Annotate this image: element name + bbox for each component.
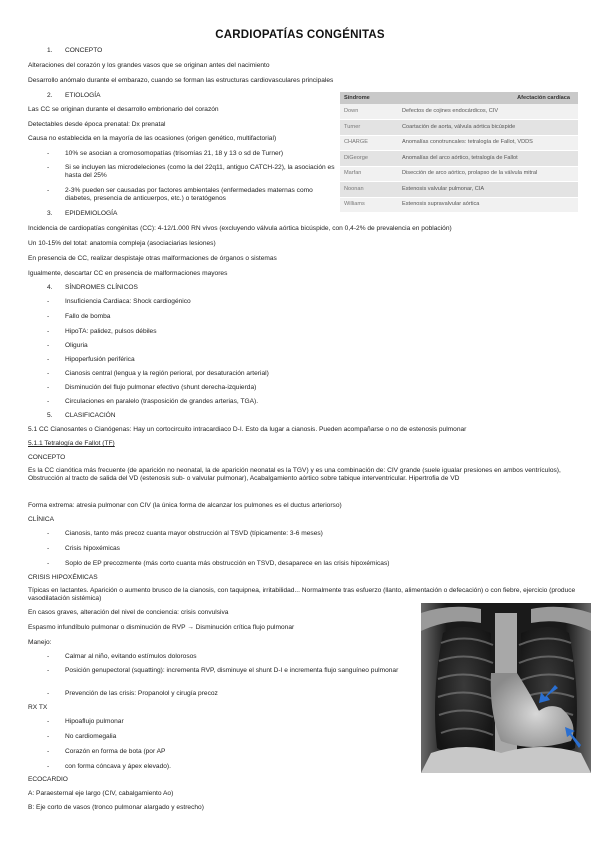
epidemiologia-line-3: En presencia de CC, realizar despistaje otras malformaciones de órganos o sistemas	[28, 255, 277, 262]
table-header-syndrome: Síndrome	[340, 92, 398, 104]
section-number: 2.	[47, 92, 53, 99]
manejo-item	[47, 667, 417, 675]
table-cell-cardiac: Anomalías conotruncales: tetralogía de Fallot, VDDS	[398, 135, 578, 151]
table-header-row	[340, 92, 578, 104]
bullet-text: Cianosis, tanto más precoz cuanta mayor obstrucción al TSVD (típicamente: 3-6 meses)	[65, 530, 323, 537]
rx-item	[47, 763, 171, 771]
clasificacion-line-1: 5.1 CC Cianosantes o Cianógenas: Hay un cortocircuito intracardiaco D-I. Esto da lugar a cianosis. Pueden acompañarse o no de estenosis pulmonar	[28, 426, 467, 433]
clinica-heading: CLÍNICA	[28, 516, 55, 523]
bullet-dash: -	[47, 690, 50, 697]
bullet-dash: -	[47, 718, 50, 725]
concept-line-1: Alteraciones del corazón y los grandes vasos que se originan antes del nacimiento	[28, 62, 270, 69]
page-title: CARDIOPATÍAS CONGÉNITAS	[215, 29, 385, 41]
table-row	[340, 151, 578, 167]
bullet-text: con forma cóncava y ápex elevado).	[65, 763, 171, 770]
sindromes-item	[47, 384, 256, 392]
bullet-dash: -	[47, 653, 50, 660]
bullet-dash: -	[47, 150, 50, 157]
bullet-dash: -	[47, 164, 50, 171]
rx-item	[47, 748, 165, 756]
clinica-item	[47, 560, 389, 568]
section-label: SÍNDROMES CLÍNICOS	[65, 284, 138, 291]
clinica-item	[47, 545, 120, 553]
bullet-dash: -	[47, 733, 50, 740]
table-row	[340, 197, 578, 213]
etiologia-bullet-2	[47, 164, 337, 180]
sindromes-item	[47, 313, 110, 321]
table-row	[340, 135, 578, 151]
bullet-text: Fallo de bomba	[65, 313, 111, 320]
etiologia-line-2: Detectables desde época prenatal: Dx prenatal	[28, 121, 166, 128]
bullet-text: Calmar al niño, evitando estímulos dolorosos	[65, 653, 197, 660]
table-cell-syndrome: Marfan	[340, 166, 398, 182]
bullet-dash: -	[47, 398, 50, 405]
sindromes-item	[47, 328, 157, 336]
bullet-dash: -	[47, 187, 50, 194]
bullet-dash: -	[47, 356, 50, 363]
table-header-cardiac: Afectación cardíaca	[398, 92, 578, 104]
rx-item	[47, 718, 124, 726]
crisis-paragraph: Típicas en lactantes. Aparición o aumento brusco de la cianosis, con taquipnea, irritabilidad... Normalmente tras esfuerzo (llanto, alimentación o defecación) o con fiebre, ejercicio (produce vasodilatación sistémica)	[28, 587, 576, 603]
section-label: ETIOLOGÍA	[65, 92, 101, 99]
sindromes-item	[47, 342, 88, 350]
table-cell-syndrome: Turner	[340, 120, 398, 136]
bullet-dash: -	[47, 328, 50, 335]
table-cell-syndrome: Noonan	[340, 182, 398, 198]
bullet-dash: -	[47, 370, 50, 377]
ecocardio-line-b: B: Eje corto de vasos (tronco pulmonar alargado y estrecho)	[28, 804, 204, 811]
table-cell-syndrome: CHARGE	[340, 135, 398, 151]
ecocardio-line-a: A: Paraesternal eje largo (CIV, cabalgamiento Ao)	[28, 790, 174, 797]
section-etiologia-heading	[47, 92, 101, 100]
bullet-dash: -	[47, 560, 50, 567]
bullet-dash: -	[47, 545, 50, 552]
epidemiologia-line-2: Un 10-15% del total: anatomía compleja (asociaciarias lesiones)	[28, 240, 216, 247]
bullet-text: Crisis hipoxémicas	[65, 545, 120, 552]
bullet-text: Soplo de EP precozmente (más corto cuanta más obstrucción en TSVD, desaparece en las crisis hipoxémicas)	[65, 560, 390, 567]
table-cell-syndrome: DiGeorge	[340, 151, 398, 167]
bullet-text: Insuficiencia Cardiaca: Shock cardiogénico	[65, 298, 191, 305]
table-cell-cardiac: Estenosis valvular pulmonar, CIA	[398, 182, 578, 198]
bullet-text: Prevención de las crisis: Propanolol y cirugía precoz	[65, 690, 218, 697]
section-number: 3.	[47, 210, 53, 217]
crisis-heading: CRISIS HIPOXÉMICAS	[28, 574, 98, 581]
sindromes-item	[47, 370, 269, 378]
xray-illustration	[421, 603, 591, 773]
bullet-text: 10% se asocian a cromosomopatías (trisomías 21, 18 y 13 o sd de Turner)	[65, 150, 284, 157]
bullet-text: Hipoaflujo pulmonar	[65, 718, 124, 725]
ecocardio-heading: ECOCARDIO	[28, 776, 68, 783]
rx-heading: RX TX	[28, 704, 48, 711]
chest-xray-image	[421, 603, 591, 773]
section-label: CONCEPTO	[65, 47, 103, 54]
bullet-text: Posición genupectoral (squatting): incrementa RVP, disminuye el shunt D-I e incrementa flujo sanguíneo pulmonar	[65, 667, 399, 674]
sindromes-item	[47, 356, 135, 364]
table-cell-cardiac: Anomalías del arco aórtico, tetralogía de Fallot	[398, 151, 578, 167]
bullet-text: Si se incluyen las microdeleciones (como la del 22q11, antiguo CATCH-22), la asociación es hasta del 25%	[65, 164, 335, 180]
section-label: EPIDEMIOLOGÍA	[65, 210, 118, 217]
manejo-heading: Manejo:	[28, 639, 52, 646]
bullet-text: Hipoperfusión periférica	[65, 356, 135, 363]
etiologia-bullet-1	[47, 150, 337, 158]
epidemiologia-line-4: Igualmente, descartar CC en presencia de malformaciones mayores	[28, 270, 228, 277]
table-cell-cardiac: Disección de arco aórtico, prolapso de la válvula mitral	[398, 166, 578, 182]
tetralogia-title: 5.1.1 Tetralogía de Fallot (TF)	[28, 440, 115, 447]
table-row	[340, 120, 578, 136]
table-cell-syndrome: Down	[340, 104, 398, 120]
manejo-item	[47, 690, 218, 698]
table-row	[340, 104, 578, 120]
section-clasificacion-heading	[47, 412, 116, 420]
bullet-dash: -	[47, 763, 50, 770]
table-cell-syndrome: Williams	[340, 197, 398, 213]
section-number: 4.	[47, 284, 53, 291]
tetralogia-extreme-form: Forma extrema: atresia pulmonar con CIV (la única forma de alcanzar los pulmones es el ductus arteriorso)	[28, 502, 342, 509]
bullet-text: Oliguria	[65, 342, 88, 349]
section-number: 1.	[47, 47, 53, 54]
table-row	[340, 182, 578, 198]
etiologia-bullet-3	[47, 187, 337, 203]
section-sindromes-heading	[47, 284, 138, 292]
etiologia-line-3: Causa no establecida en la mayoría de las ocasiones (origen genético, multifactorial)	[28, 135, 277, 142]
bullet-dash: -	[47, 342, 50, 349]
rx-item	[47, 733, 116, 741]
bullet-dash: -	[47, 384, 50, 391]
bullet-dash: -	[47, 313, 50, 320]
clinica-item	[47, 530, 323, 538]
crisis-line-2: En casos graves, alteración del nivel de conciencia: crisis convulsiva	[28, 609, 229, 616]
sindromes-item	[47, 298, 191, 306]
concept-line-2: Desarrollo anómalo durante el embarazo, cuando se forman las estructuras cardiovasculares principales	[28, 77, 334, 84]
concepto-heading: CONCEPTO	[28, 454, 66, 461]
syndrome-table	[340, 92, 578, 213]
bullet-text: Corazón en forma de bota (por AP	[65, 748, 166, 755]
section-epidemiologia-heading	[47, 210, 117, 218]
table-row	[340, 166, 578, 182]
table-cell-cardiac: Defectos de cojines endocárdicos, CIV	[398, 104, 578, 120]
bullet-text: Circulaciones en paralelo (trasposición de grandes arterias, TGA).	[65, 398, 259, 405]
section-label: CLASIFICACIÓN	[65, 412, 116, 419]
bullet-dash: -	[47, 298, 50, 305]
bullet-text: Disminución del flujo pulmonar efectivo (shunt derecha-izquierda)	[65, 384, 257, 391]
bullet-text: 2-3% pueden ser causadas por factores ambientales (enfermedades maternas como diabetes, presencia de anticuerpos, etc.) o teratógenos	[65, 187, 313, 203]
manejo-item	[47, 653, 197, 661]
table-cell-cardiac: Coartación de aorta, válvula aórtica bicúspide	[398, 120, 578, 136]
bullet-dash: -	[47, 530, 50, 537]
crisis-line-3: Espasmo infundíbulo pulmonar o disminución de RVP → Disminución crítica flujo pulmonar	[28, 624, 295, 631]
bullet-dash: -	[47, 667, 50, 674]
bullet-text: HipoTA: palidez, pulsos débiles	[65, 328, 157, 335]
bullet-text: Cianosis central (lengua y la región perioral, por desaturación arterial)	[65, 370, 269, 377]
sindromes-item	[47, 398, 258, 406]
epidemiologia-line-1: Incidencia de cardiopatías congénitas (CC): 4-12/1.000 RN vivos (excluyendo válvula aórtica bicúspide, con 0,4-2% de prevalencia en población)	[28, 225, 452, 232]
section-concepto-heading	[47, 47, 102, 55]
etiologia-line-1: Las CC se originan durante el desarrollo embrionario del corazón	[28, 106, 219, 113]
bullet-dash: -	[47, 748, 50, 755]
bullet-text: No cardiomegalia	[65, 733, 117, 740]
tetralogia-concept-paragraph: Es la CC cianótica más frecuente (de aparición no neonatal, la de aparición neonatal es la TGV) y es una combinación de: CIV grande (suele igualar presiones en ambos ventrículos), Obstrucción al tracto de salida del VD (estenosis sub- o valvular pulmonar), Acabalgamiento aórtico sobre tabique interventricular. Hipertrofia de VD	[28, 467, 561, 483]
section-number: 5.	[47, 412, 53, 419]
table-cell-cardiac: Estenosis supravalvular aórtica	[398, 197, 578, 213]
